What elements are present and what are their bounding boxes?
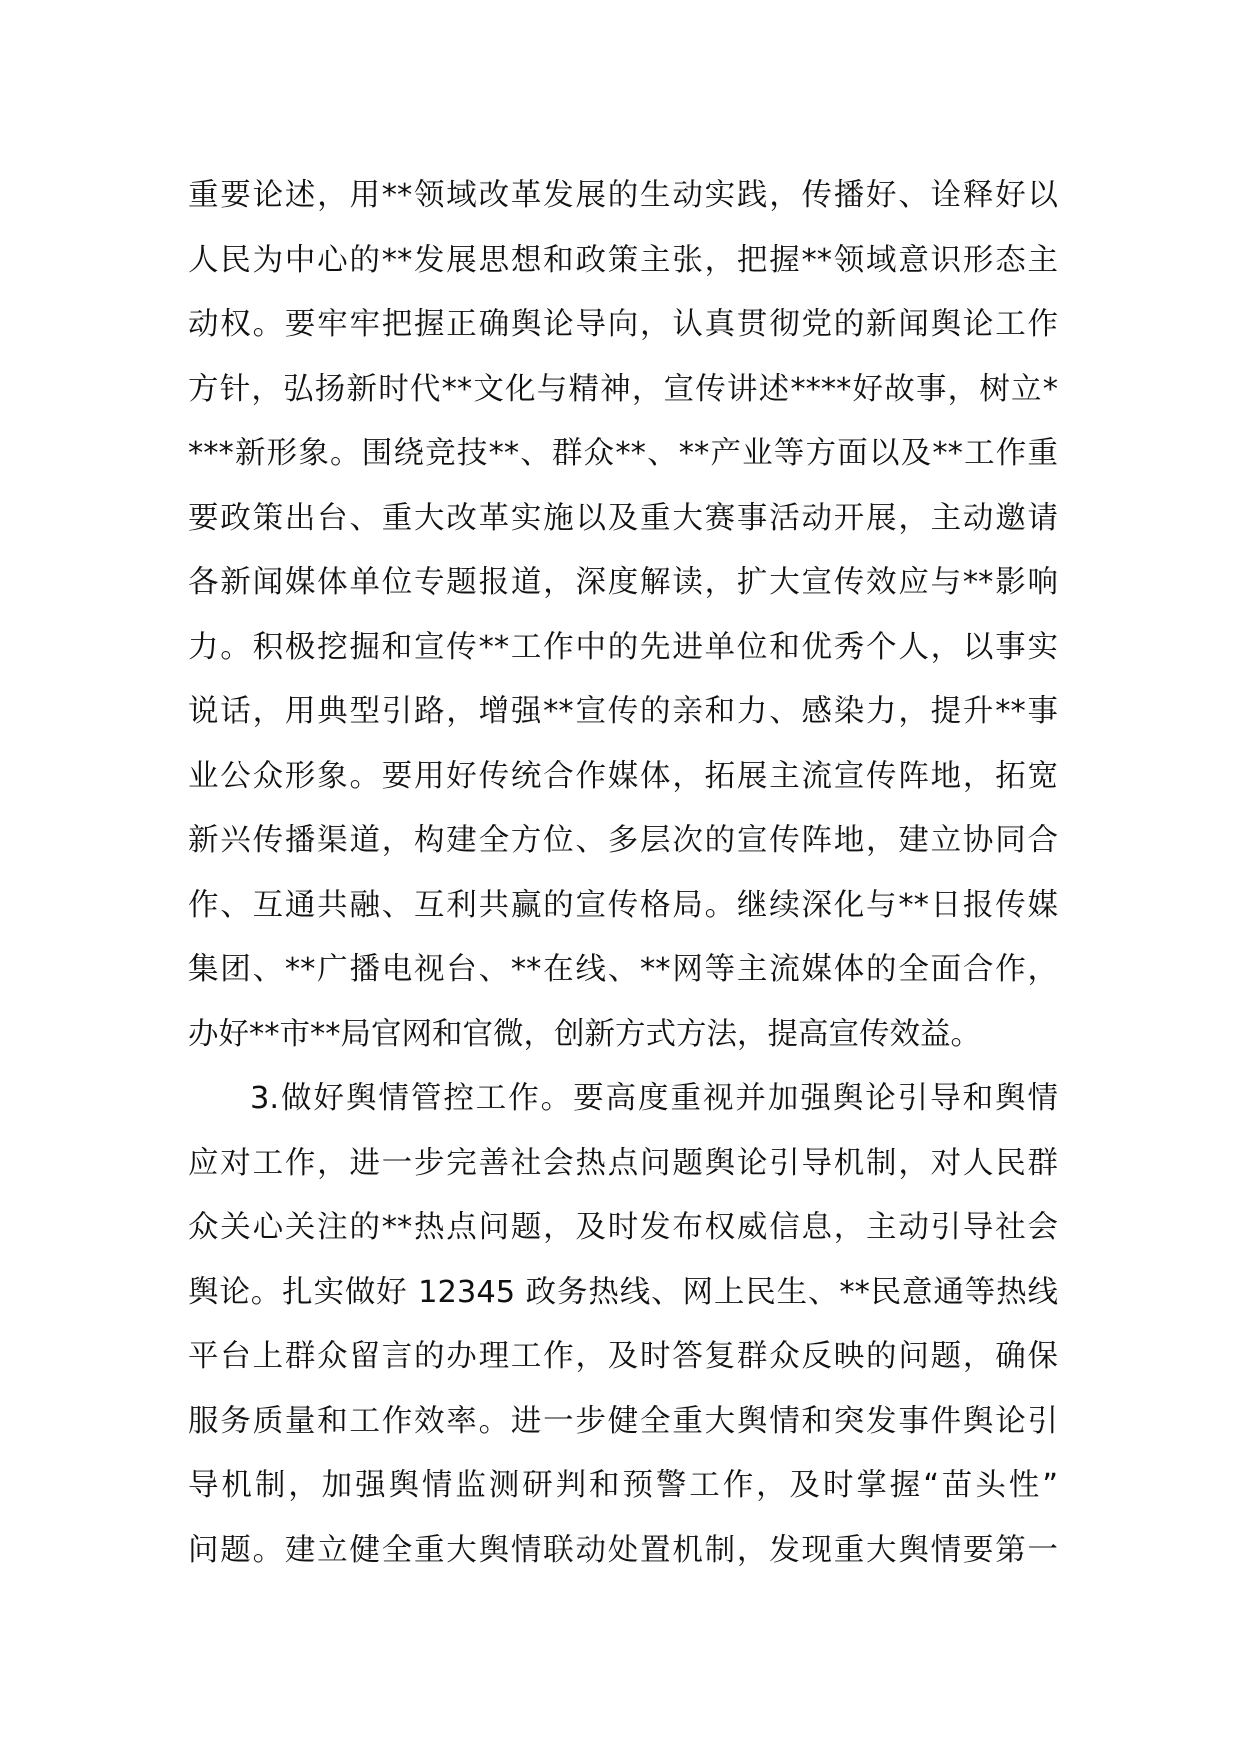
text-line: 众关心关注的**热点问题，及时发布权威信息，主动引导社会 — [188, 1210, 1058, 1245]
text-line: 新兴传播渠道，构建全方位、多层次的宣传阵地，建立协同合 — [188, 823, 1058, 858]
text-line: 人民为中心的**发展思想和政策主张，把握**领域意识形态主 — [188, 242, 1058, 278]
text-line: 应对工作，进一步完善社会热点问题舆论引导机制，对人民群 — [188, 1145, 1058, 1181]
text-line: 舆论。扎实做好 12345 政务热线、网上民生、**民意通等热线 — [188, 1274, 1058, 1310]
text-line: 业公众形象。要用好传统合作媒体，拓展主流宣传阵地，拓宽 — [188, 758, 1058, 794]
text-line: 3.做好舆情管控工作。要高度重视并加强舆论引导和舆情 — [250, 1081, 1058, 1116]
text-line: 力。积极挖掘和宣传**工作中的先进单位和优秀个人，以事实 — [188, 629, 1058, 665]
text-line: ***新形象。围绕竞技**、群众**、**产业等方面以及**工作重 — [188, 436, 1058, 471]
text-line: 导机制，加强舆情监测研判和预警工作，及时掌握“苗头性” — [188, 1468, 1058, 1503]
paragraph-publicity — [188, 164, 1058, 1067]
text-line: 服务质量和工作效率。进一步健全重大舆情和突发事件舆论引 — [188, 1403, 1058, 1439]
text-line: 方针，弘扬新时代**文化与精神，宣传讲述****好故事，树立* — [188, 371, 1058, 407]
text-line: 集团、**广播电视台、**在线、**网等主流媒体的全面合作， — [188, 952, 1058, 987]
text-line: 平台上群众留言的办理工作，及时答复群众反映的问题，确保 — [188, 1339, 1058, 1374]
text-line: 问题。建立健全重大舆情联动处置机制，发现重大舆情要第一 — [188, 1532, 1058, 1568]
text-line: 要政策出台、重大改革实施以及重大赛事活动开展，主动邀请 — [188, 500, 1058, 536]
paragraph-public-opinion — [188, 1067, 1058, 1583]
text-line: 各新闻媒体单位专题报道，深度解读，扩大宣传效应与**影响 — [188, 565, 1058, 600]
text-line: 办好**市**局官网和官微，创新方式方法，提高宣传效益。 — [188, 1016, 981, 1052]
text-line: 动权。要牢牢把握正确舆论导向，认真贯彻党的新闻舆论工作 — [188, 307, 1058, 342]
text-line: 作、互通共融、互利共赢的宣传格局。继续深化与**日报传媒 — [188, 887, 1058, 923]
text-line: 重要论述，用**领域改革发展的生动实践，传播好、诠释好以 — [188, 178, 1058, 213]
text-line: 说话，用典型引路，增强**宣传的亲和力、感染力，提升**事 — [188, 694, 1058, 729]
body-text — [188, 164, 1058, 1583]
